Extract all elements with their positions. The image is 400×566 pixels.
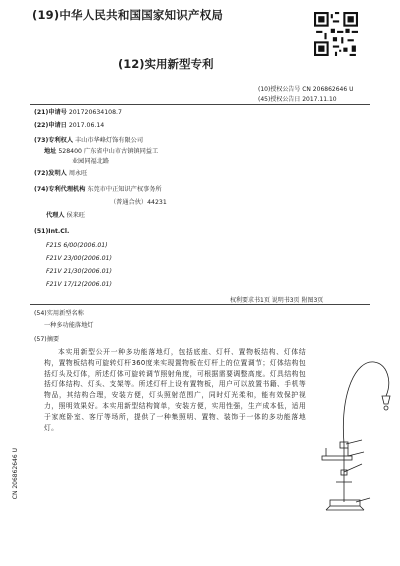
- utility-model-title: 一种多功能落地灯: [44, 322, 94, 329]
- abstract-text: 本实用新型公开一种多功能落地灯，包括底座、灯杆、置物板结构、灯体结构，置物板结构可旋转灯杆360度来实现置物板在灯杆上的位置调节；灯体结构包括灯头及灯体，所述灯体可旋转调节照射角度，可根据需要调整高度。灯具结构包括灯体结构、灯头、支架等。所述灯杆上设有置物板，用户可以放置书籍、手机等物品，其结构合理，安装方便，灯头照射范围广，同时灯光柔和，能有效保护视力，照明效果好。本实用新型结构简单，安装方便，实用性强，生产成本低，适用于家庭卧室、客厅等场所，提供了一种集照明、置物、装饰于一体的多功能落地灯。: [44, 348, 306, 432]
- ipc-item: F21S 6/00(2006.01): [46, 242, 108, 249]
- application-number-field: (21)申请号 201720634108.7: [34, 109, 122, 116]
- address-line-2: 业园同福北路: [72, 158, 110, 165]
- header-rule: [30, 104, 370, 105]
- document-type: (12)实用新型专利: [118, 57, 214, 71]
- ipc-item: F21V 21/30(2006.01): [46, 268, 112, 275]
- floor-lamp-figure: [300, 352, 396, 520]
- agency-line-2: （普通合伙）44231: [110, 199, 167, 206]
- agency-field: (74)专利代理机构 东莞市中正知识产权事务所: [34, 186, 162, 193]
- patentee-field: (73)专利权人 丰山市华峰灯饰有限公司: [34, 137, 144, 144]
- ipc-item: F21V 17/12(2006.01): [46, 281, 112, 288]
- ipc-heading: (51)Int.Cl.: [34, 228, 70, 235]
- abstract-heading: (57)摘要: [34, 336, 60, 343]
- section-rule: [30, 304, 370, 305]
- publication-date: (45)授权公告日 2017.11.10: [258, 96, 337, 103]
- inventor-field: (72)发明人 周永旺: [34, 170, 88, 177]
- page-count-note: 权利要求书1页 说明书3页 附图3页: [230, 297, 324, 304]
- office-name: (19)中华人民共和国国家知识产权局: [32, 8, 224, 22]
- publication-number: (10)授权公告号 CN 206862646 U: [258, 86, 354, 93]
- qr-code-icon: [314, 12, 358, 56]
- title-heading: (54)实用新型名称: [34, 310, 84, 317]
- side-publication-number: CN 206862646 U: [12, 448, 19, 500]
- address-field: 地址 528400 广东省中山市古镇镇同益工: [44, 148, 159, 155]
- agent-field: 代理人 侯来旺: [46, 212, 86, 219]
- application-date-field: (22)申请日 2017.06.14: [34, 122, 105, 129]
- ipc-item: F21V 23/00(2006.01): [46, 255, 112, 262]
